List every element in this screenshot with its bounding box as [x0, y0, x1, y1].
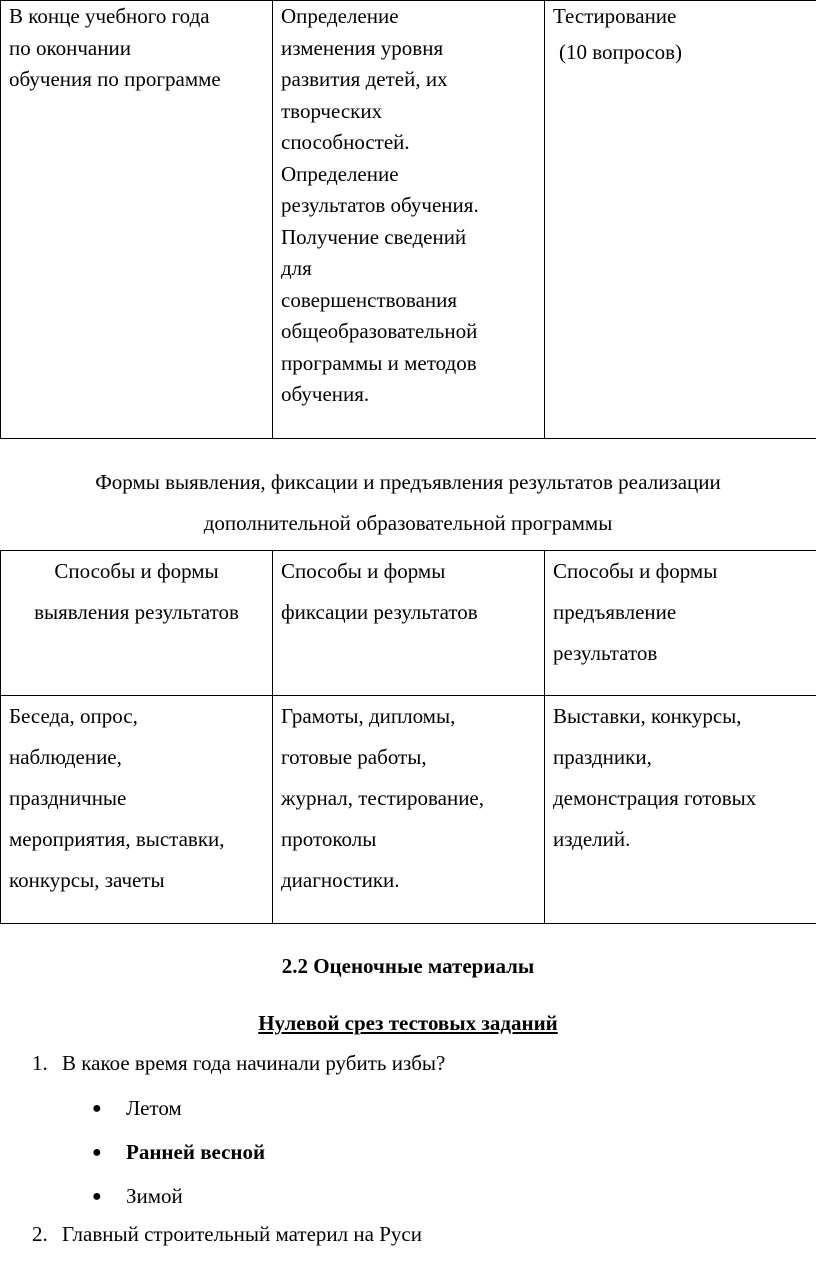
- cell-line: общеобразовательной: [281, 319, 478, 343]
- table-cell: [273, 696, 545, 924]
- question-item: [32, 1045, 445, 1081]
- cell-line: Способы и формы: [54, 559, 219, 583]
- cell-line: протоколы: [281, 827, 377, 851]
- cell-line: диагностики.: [281, 868, 400, 892]
- cell-line: Получение сведений: [281, 224, 467, 249]
- caption-line: Формы выявления, фиксации и предъявления результатов реализации: [95, 470, 721, 494]
- cell-line: демонстрация готовых: [553, 786, 757, 810]
- option-text: Летом: [126, 1096, 182, 1120]
- cell-line: праздники,: [553, 745, 652, 769]
- answer-option: [92, 1178, 183, 1215]
- cell-line: способностей.: [281, 130, 410, 154]
- cell-line: результатов: [553, 641, 658, 665]
- cell-line: для: [281, 256, 312, 280]
- question-item: [32, 1216, 422, 1252]
- option-text: Зимой: [126, 1184, 183, 1208]
- cell-line: результатов обучения.: [281, 193, 479, 217]
- cell-line: Беседа, опрос,: [9, 704, 138, 728]
- cell-line: выявления результатов: [34, 600, 239, 624]
- cell-line: развития детей, их: [281, 67, 448, 91]
- cell-line: предъявление: [553, 600, 677, 624]
- cell-line: изменения уровня: [281, 35, 444, 60]
- cell-line: фиксации результатов: [281, 600, 478, 624]
- cell-line: совершенствования: [281, 287, 458, 312]
- cell-line: В конце учебного года: [9, 4, 210, 28]
- question-text: Главный строительный материл на Руси: [62, 1222, 422, 1246]
- cell-line: Способы и формы: [281, 559, 446, 583]
- cell-line: журнал, тестирование,: [281, 786, 484, 810]
- table-caption: [0, 462, 816, 544]
- answer-option-correct: [92, 1134, 265, 1171]
- table-cell-period: [1, 1, 273, 439]
- cell-line: конкурсы, зачеты: [9, 868, 165, 892]
- cell-line: по окончании: [9, 35, 131, 60]
- cell-line: изделий.: [553, 827, 631, 851]
- table-cell: [545, 696, 816, 924]
- cell-line: Способы и формы: [553, 559, 718, 583]
- bullet-icon: ●: [92, 1100, 102, 1117]
- section-title: 2.2 Оценочные материалы: [281, 954, 535, 978]
- results-forms-table: [0, 550, 816, 924]
- cell-line: Выставки, конкурсы,: [553, 704, 742, 728]
- table-cell-form: [545, 1, 816, 439]
- test-title: Нулевой срез тестовых заданий: [258, 1011, 558, 1035]
- question-text: В какое время года начинали рубить избы?: [62, 1051, 446, 1075]
- cell-line: (10 вопросов): [559, 39, 683, 64]
- question-number: 1.: [32, 1051, 48, 1075]
- table-header-cell: [273, 551, 545, 696]
- table-header-row: [1, 551, 816, 696]
- caption-line: дополнительной образовательной программы: [203, 511, 613, 535]
- cell-line: Определение: [281, 4, 399, 28]
- table-header-cell: [545, 551, 816, 696]
- cell-line: наблюдение,: [9, 745, 122, 769]
- cell-line: праздничные: [9, 786, 127, 810]
- cell-line: Грамоты, дипломы,: [281, 704, 456, 728]
- cell-line: творческих: [281, 98, 383, 123]
- table-row: [1, 696, 816, 924]
- table-header-cell: [1, 551, 273, 696]
- cell-line: Определение: [281, 161, 399, 186]
- option-text: Ранней весной: [126, 1140, 266, 1164]
- table-cell-purpose: [273, 1, 545, 439]
- cell-line: мероприятия, выставки,: [9, 827, 225, 851]
- answer-option: [92, 1090, 182, 1127]
- bullet-icon: ●: [92, 1144, 102, 1161]
- table-row: [1, 1, 816, 439]
- table-cell: [1, 696, 273, 924]
- cell-line: обучения.: [281, 382, 370, 406]
- monitoring-table: [0, 0, 816, 439]
- cell-line: готовые работы,: [281, 745, 427, 769]
- cell-line: программы и методов: [281, 350, 477, 375]
- cell-line: Тестирование: [553, 4, 677, 28]
- question-number: 2.: [32, 1222, 48, 1246]
- cell-line: обучения по программе: [9, 67, 221, 91]
- bullet-icon: ●: [92, 1188, 102, 1205]
